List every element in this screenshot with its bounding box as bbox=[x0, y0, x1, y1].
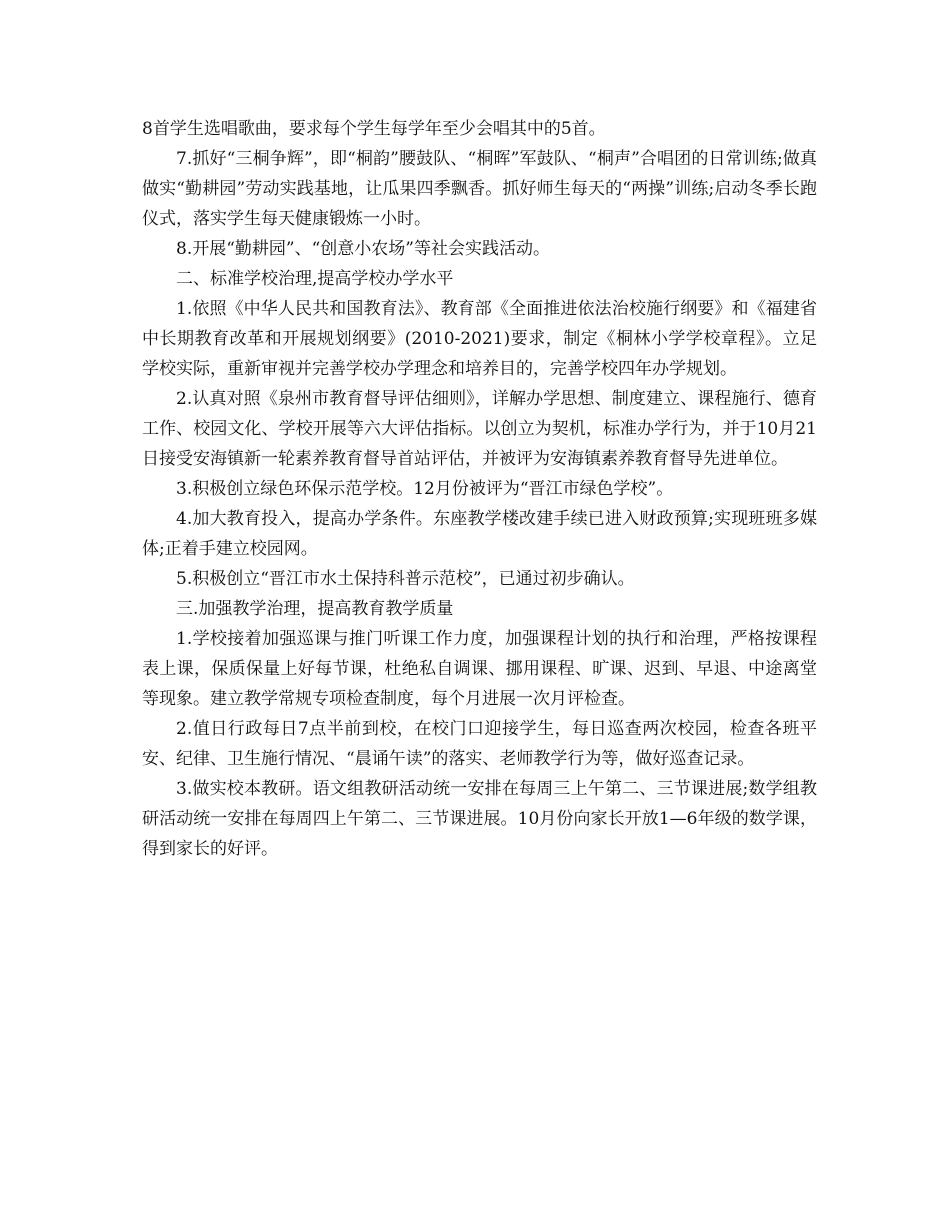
paragraph-2-1-charter: 1.依照《中华人民共和国教育法》、教育部《全面推进依法治校施行纲要》和《福建省中长期教育改革和开展规划纲要》(2010-2021)要求，制定《桐林小学学校章程》。立足学校实际，重新审视并完善学校办学理念和培养目的，完善学校四年办学规划。 bbox=[142, 299, 817, 379]
paragraph-2-2-evaluation: 2.认真对照《泉州市教育督导评估细则》，详解办学思想、制度建立、课程施行、德育工作、校园文化、学校开展等六大评估指标。以创立为契机，标准办学行为，并于10月21日接受安海镇新一轮素养教育督导首站评估，并被评为安海镇素养教育督导先进单位。 bbox=[142, 389, 817, 469]
paragraph-item-7-training: 7.抓好“三桐争辉”，即“桐韵”腰鼓队、“桐晖”军鼓队、“桐声”合唱团的日常训练;做真做实“勤耕园”劳动实践基地，让瓜果四季飘香。抓好师生每天的“两操”训练;启动冬季长跑仪式，落实学生每天健康锻炼一小时。 bbox=[142, 149, 817, 229]
paragraph-3-2-duty: 2.值日行政每日7点半前到校，在校门口迎接学生，每日巡查两次校园，检查各班平安、纪律、卫生施行情况、“晨诵午读”的落实、老师教学行为等，做好巡查记录。 bbox=[142, 719, 817, 769]
paragraph-2-3-green-school: 3.积极创立绿色环保示范学校。12月份被评为“晋江市绿色学校”。 bbox=[176, 479, 674, 499]
section-heading-3: 三.加强教学治理，提高教育教学质量 bbox=[176, 599, 454, 619]
paragraph-2-4-investment: 4.加大教育投入，提高办学条件。东座教学楼改建手续已进入财政预算;实现班班多媒体;正着手建立校园网。 bbox=[142, 509, 817, 559]
section-heading-2: 二、标准学校治理,提高学校办学水平 bbox=[176, 269, 454, 289]
paragraph-3-1-inspection: 1.学校接着加强巡课与推门听课工作力度，加强课程计划的执行和治理，严格按课程表上课，保质保量上好每节课，杜绝私自调课、挪用课程、旷课、迟到、早退、中途离堂等现象。建立教学常规专项检查制度，每个月进展一次月评检查。 bbox=[142, 629, 817, 709]
paragraph-song-requirement: 8首学生选唱歌曲，要求每个学生每学年至少会唱其中的5首。 bbox=[142, 119, 606, 139]
paragraph-item-8-practice: 8.开展“勤耕园”、“创意小农场”等社会实践活动。 bbox=[176, 239, 550, 259]
paragraph-2-5-soil-conservation: 5.积极创立“晋江市水土保持科普示范校”，已通过初步确认。 bbox=[176, 569, 635, 589]
paragraph-3-3-research: 3.做实校本教研。语文组教研活动统一安排在每周三上午第二、三节课进展;数学组教研活动统一安排在每周四上午第二、三节课进展。10月份向家长开放1—6年级的数学课，得到家长的好评。 bbox=[142, 779, 817, 859]
document-page bbox=[142, 114, 817, 864]
